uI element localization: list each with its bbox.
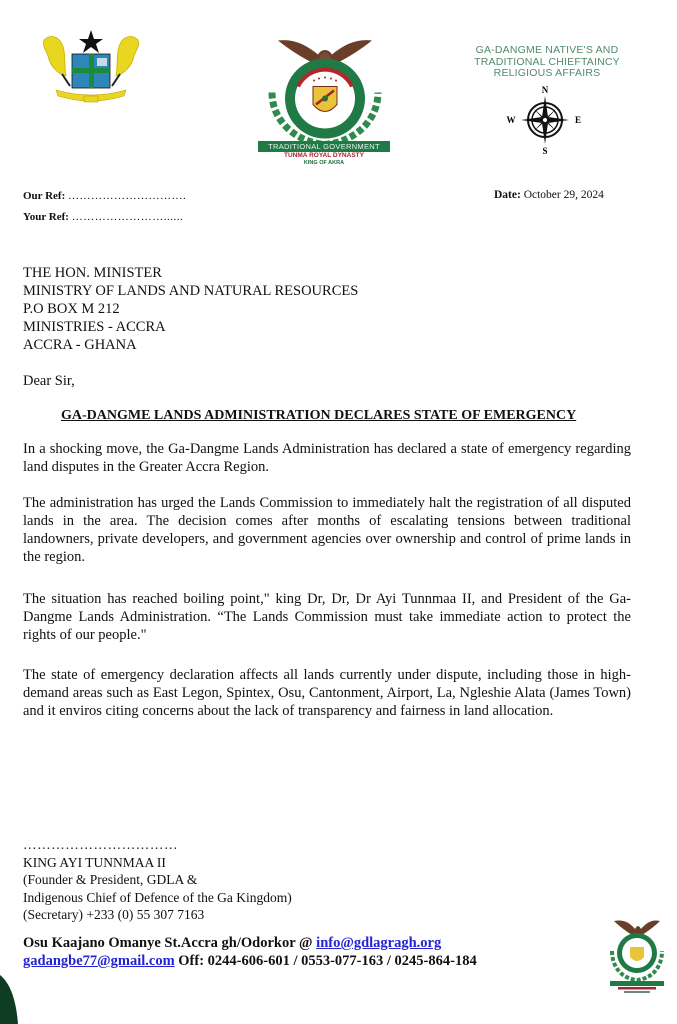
traditional-government-band: TRADITIONAL GOVERNMENT	[258, 141, 390, 152]
email-link-info[interactable]: info@gdlagragh.org	[316, 935, 442, 951]
gdla-small-crest-icon	[604, 915, 670, 997]
salutation: Dear Sir,	[23, 373, 75, 389]
recipient-line: P.O BOX M 212	[23, 301, 120, 317]
our-ref	[23, 190, 186, 202]
compass-e: E	[574, 115, 582, 125]
ghana-coat-of-arms-icon	[36, 26, 146, 104]
footer-phones: Off: 0244-606-601 / 0553-077-163 / 0245-864-184	[174, 953, 477, 969]
footer-address: Osu Kaajano Omanye St.Accra gh/Odorkor @	[23, 935, 317, 951]
dynasty-label: TUNMA ROYAL DYNASTY	[284, 152, 364, 159]
recipient-line: THE HON. MINISTER	[23, 265, 162, 281]
your-ref-value: ……………………......	[71, 211, 184, 223]
your-ref	[23, 211, 183, 223]
email-link-gmail[interactable]: gadangbe77@gmail.com	[23, 953, 175, 969]
department-line: TRADITIONAL CHIEFTAINCY	[474, 55, 620, 68]
signatory-title: (Founder & President, GDLA &	[23, 872, 198, 887]
compass-s: S	[542, 146, 548, 156]
date-label: Date:	[494, 189, 521, 201]
your-ref-label: Your Ref:	[23, 211, 69, 223]
date	[494, 189, 604, 201]
signatory-title: Indigenous Chief of Defence of the Ga Kingdom)	[23, 889, 292, 905]
date-value: October 29, 2024	[523, 189, 604, 201]
recipient-line: MINISTRIES - ACCRA	[23, 319, 166, 335]
signature-block	[23, 836, 292, 924]
recipient-line: MINISTRY OF LANDS AND NATURAL RESOURCES	[23, 283, 359, 299]
corner-decoration	[0, 975, 24, 1024]
body-paragraph: The situation has reached boiling point," king Dr, Dr, Dr Ayi Tunnmaa II, and President of the Ga-Dangme Lands Administration. “The Lands Commission must take immediate action to protect the rights of our people."	[23, 591, 631, 643]
subject-heading: GA-DANGME LANDS ADMINISTRATION DECLARES STATE OF EMERGENCY	[61, 408, 577, 423]
body-paragraph: In a shocking move, the Ga-Dangme Lands Administration has declared a state of emergency regarding land disputes in the Greater Accra Region.	[23, 441, 631, 475]
footer-contact	[23, 934, 477, 970]
department-line: GA-DANGME NATIVE'S AND	[475, 44, 619, 56]
department-heading	[452, 45, 642, 80]
compass-rose-icon	[500, 84, 590, 156]
king-label: KING OF AKRA	[303, 160, 345, 166]
compass-n: N	[541, 85, 549, 95]
our-ref-label: Our Ref:	[23, 190, 66, 202]
recipient-address	[23, 264, 358, 354]
recipient-line: ACCRA - GHANA	[23, 337, 137, 353]
body-paragraph: The administration has urged the Lands Commission to immediately halt the registration of all disputed lands in the area. The decision comes after months of escalating tensions between traditional landowners, private developers, and government agencies over ownership and control of prime lands in the region.	[23, 495, 631, 565]
department-line: RELIGIOUS AFFAIRS	[493, 67, 601, 79]
signature-line: ……………………………	[23, 837, 179, 852]
signatory-phone: (Secretary) +233 (0) 55 307 7163	[23, 907, 205, 922]
body-paragraph: The state of emergency declaration affects all lands currently under dispute, including those in high-demand areas such as East Legon, Spintex, Osu, Cantonment, Airport, La, Ngleshie Alata (James Town) and it enviros citing concerns about the lack of transparency and fairness in land allocation.	[23, 667, 631, 719]
signatory-name: KING AYI TUNNMAA II	[23, 854, 166, 870]
compass-w: W	[506, 115, 516, 125]
our-ref-value: ………………………….	[68, 190, 187, 202]
